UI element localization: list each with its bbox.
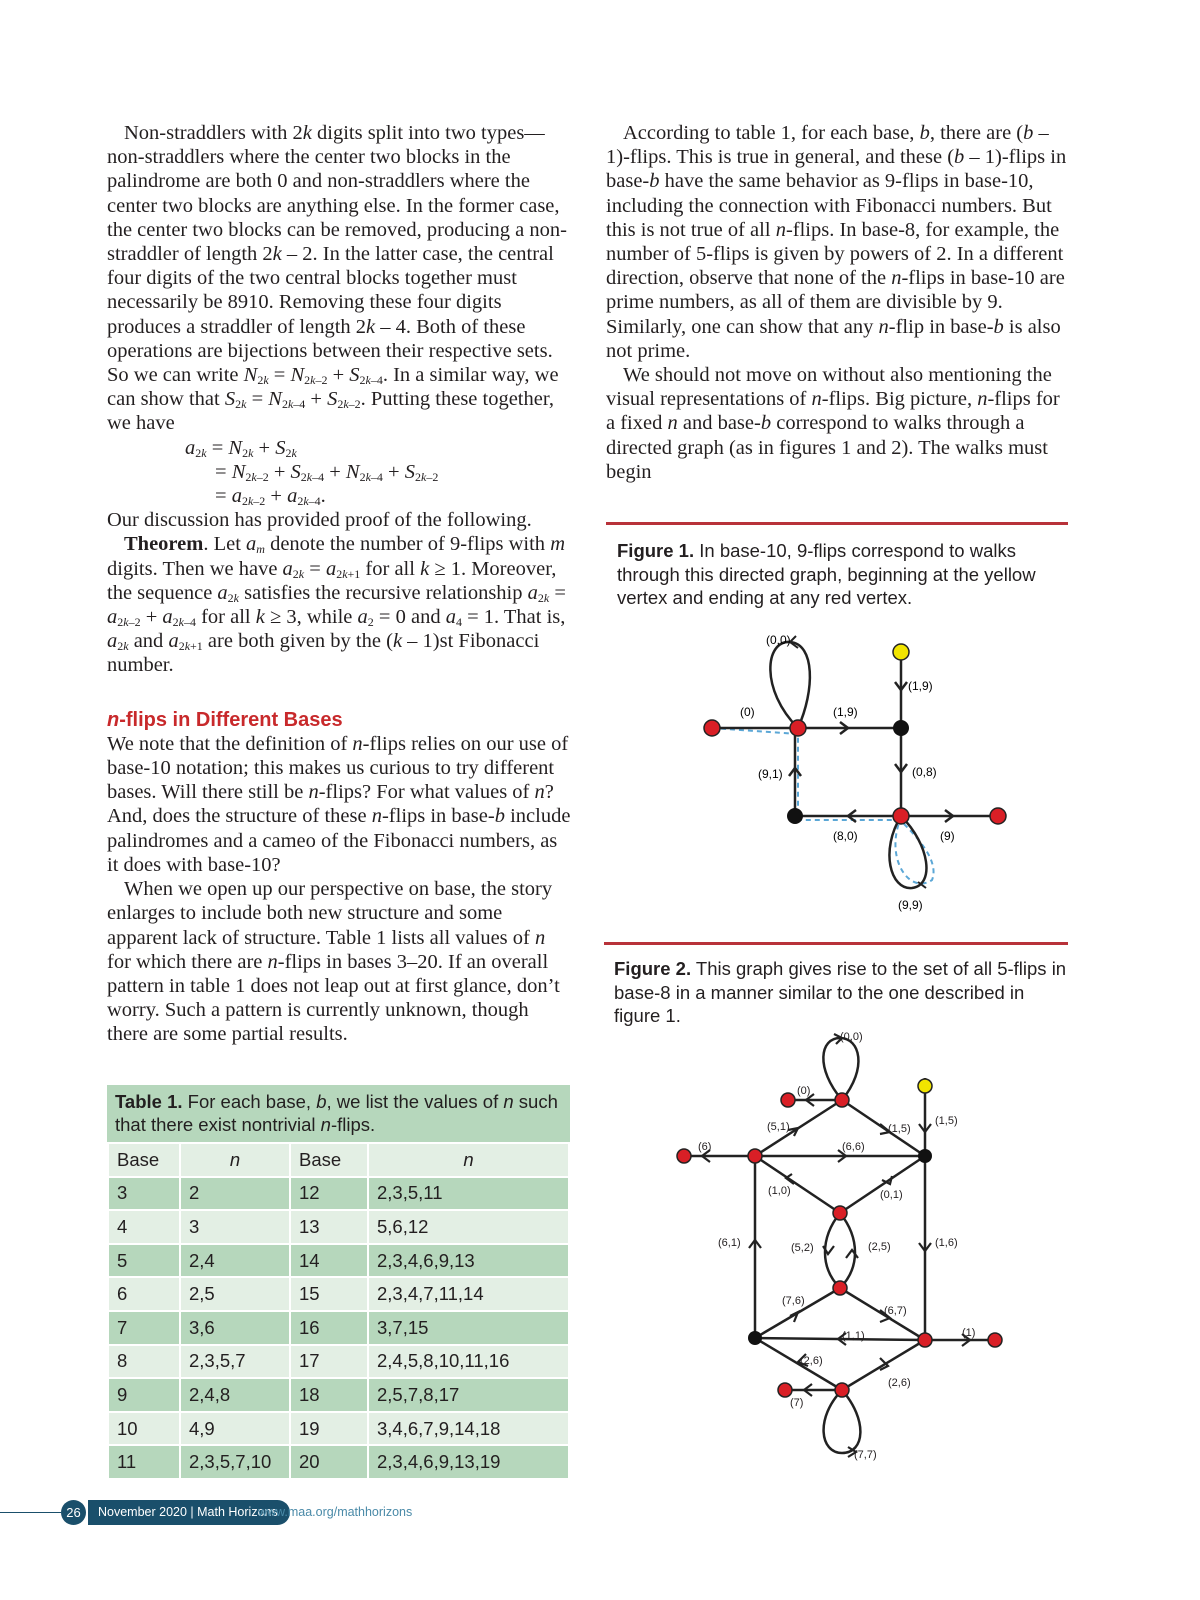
page-number: 26	[61, 1500, 86, 1525]
cell-base: 11	[108, 1445, 180, 1479]
table-grid	[107, 1142, 570, 1480]
equation-line-3: = $a_{2k-2} + a_{2k-4}$.	[215, 485, 326, 509]
vertex-red	[988, 1333, 1002, 1347]
cell-n-values: 2,3,5,11	[368, 1177, 569, 1211]
label-6-6: (6,6)	[842, 1141, 865, 1153]
edge-2-6-right	[842, 1340, 925, 1390]
equation-line-1: $a_{2k} = N_{2k} + S_{2k}$	[185, 436, 297, 460]
vertex-yellow-start	[918, 1079, 932, 1093]
edge-0-1	[840, 1156, 925, 1213]
label-1: (1)	[962, 1327, 976, 1339]
vertex-red	[833, 1206, 847, 1220]
vertex-red	[677, 1149, 691, 1163]
vertex-red	[781, 1093, 795, 1107]
cell-n-values: 2,4,8	[180, 1378, 290, 1412]
vertex-black	[918, 1149, 932, 1163]
label-1-9: (1,9)	[833, 705, 858, 719]
label-0-8: (0,8)	[912, 765, 937, 779]
label-2-6-left: (2,6)	[800, 1355, 823, 1367]
label-0: (0)	[740, 705, 755, 719]
vertex-red	[918, 1333, 932, 1347]
table-row	[108, 1210, 569, 1244]
label-8-0: (8,0)	[833, 829, 858, 843]
label-6-7: (6,7)	[884, 1305, 907, 1317]
label-0: (0)	[797, 1085, 811, 1097]
header-base: Base	[108, 1143, 180, 1177]
edge-2-6-left	[755, 1338, 842, 1390]
figure-1-caption: Figure 1. In base-10, 9-flips correspond to walks through this directed graph, beginning at the yellow vertex and ending at any red vertex.	[617, 540, 1036, 608]
cell-base: 19	[290, 1412, 368, 1446]
label-2-5: (2,5)	[868, 1241, 891, 1253]
cell-n-values: 5,6,12	[368, 1210, 569, 1244]
cell-base: 6	[108, 1277, 180, 1311]
vertex-red	[835, 1093, 849, 1107]
vertex-red	[704, 720, 720, 736]
label-9-1: (9,1)	[758, 767, 783, 781]
table-row	[108, 1244, 569, 1278]
loop-7-7	[824, 1390, 861, 1453]
cell-n-values: 2,5,7,8,17	[368, 1378, 569, 1412]
cell-n-values: 2,3,5,7,10	[180, 1445, 290, 1479]
table-1	[107, 1085, 570, 1480]
cell-n-values: 4,9	[180, 1412, 290, 1446]
cell-n-values: 3,6	[180, 1311, 290, 1345]
figure-2-graph	[670, 1028, 1020, 1463]
label-6-1: (6,1)	[718, 1237, 741, 1249]
label-1-1: (1,1)	[842, 1330, 865, 1342]
table-row	[108, 1412, 569, 1446]
cell-base: 14	[290, 1244, 368, 1278]
paragraph-discussion: Our discussion has provided proof of the following.	[107, 509, 532, 532]
paragraph-nonstraddlers: Non-straddlers with 2k digits split into two types—non-straddlers where the center two blocks in the palindrome are both 0 and non-straddlers where the center two blocks are anything else. In the former case, the center two blocks can be removed, producing a non-straddler of length 2k – 2. In the latter case, the central four digits of the two central blocks together must necessarily be 8910. Removing these four digits produces a straddler of length 2k – 4. Both of these operations are bijections between their respective sets. So we can write $N_{2k} = N_{2k-2} + S_{2k-4}$. In a similar way, we can show that $S_{2k} = N_{2k-4} + S_{2k-2}$. Putting these together, we have	[107, 122, 567, 435]
footer-issue: November 2020 | Math Horizons	[88, 1500, 290, 1525]
cell-base: 15	[290, 1277, 368, 1311]
cell-n-values: 3,7,15	[368, 1311, 569, 1345]
figure-2-caption: Figure 2. This graph gives rise to the set of all 5-flips in base-8 in a manner similar to the one described in figure 1.	[614, 958, 1067, 1026]
table-row	[108, 1177, 569, 1211]
cell-n-values: 2	[180, 1177, 290, 1211]
header-n: n	[180, 1143, 290, 1177]
table-row	[108, 1345, 569, 1379]
cell-base: 3	[108, 1177, 180, 1211]
label-7-6: (7,6)	[782, 1295, 805, 1307]
cell-base: 8	[108, 1345, 180, 1379]
cell-n-values: 2,3,5,7	[180, 1345, 290, 1379]
cell-n-values: 2,5	[180, 1277, 290, 1311]
cell-base: 20	[290, 1445, 368, 1479]
cell-n-values: 2,4,5,8,10,11,16	[368, 1345, 569, 1379]
cell-base: 18	[290, 1378, 368, 1412]
equation-line-2: = $N_{2k-2} + S_{2k-4} + N_{2k-4} + S_{2k-2}$	[215, 460, 439, 484]
table-row	[108, 1311, 569, 1345]
label-1-6: (1,6)	[935, 1237, 958, 1249]
cell-base: 5	[108, 1244, 180, 1278]
footer-url: www.maa.org/mathhorizons	[258, 1505, 413, 1519]
cell-base: 10	[108, 1412, 180, 1446]
vertex-red	[835, 1383, 849, 1397]
loop-0-0	[770, 642, 810, 728]
figure-1-graph	[690, 630, 1020, 920]
label-0-0: (0,0)	[766, 633, 791, 647]
theorem: Theorem. Let $a_m$ denote the number of 9-flips with m digits. Then we have $a_{2k} = a_{2k+1}$ for all k ≥ 1. Moreover, the sequence $a_{2k}$ satisfies the recursive relationship $a_{2k} = a_{2k-2} + a_{2k-4}$ for all k ≥ 3, while $a_2 = 0$ and $a_4 = 1$. That is, $a_{2k}$ and $a_{2k+1}$ are both given by the (k – 1)st Fibonacci number.	[107, 533, 566, 677]
table-caption: Table 1. For each base, b, we list the values of n such that there exist nontrivial n-flips.	[107, 1085, 570, 1142]
table-row	[108, 1378, 569, 1412]
figure-2	[604, 942, 1068, 1028]
edge-5-2	[825, 1213, 840, 1288]
label-6: (6)	[698, 1141, 712, 1153]
header-base: Base	[290, 1143, 368, 1177]
label-9: (9)	[940, 829, 955, 843]
vertex-black	[748, 1331, 762, 1345]
vertex-black	[893, 720, 909, 736]
label-5-2: (5,2)	[791, 1242, 814, 1254]
figure-1	[606, 522, 1068, 610]
label-1-0: (1,0)	[768, 1185, 791, 1197]
cell-n-values: 2,3,4,7,11,14	[368, 1277, 569, 1311]
paragraph-bases: We note that the definition of n-flips relies on our use of base-10 notation; this makes us curious to try different bases. Will there still be n-flips? For what values of n? And, does the structure of these n-flips in base-b include palindromes and a cameo of the Fibonacci numbers, as it does with base-10?	[107, 732, 571, 876]
loop-0-0	[823, 1038, 858, 1100]
label-1-9-vertical: (1,9)	[908, 679, 933, 693]
table-header-row	[108, 1143, 569, 1177]
left-column	[107, 121, 572, 1047]
header-n: n	[368, 1143, 569, 1177]
footer-line	[0, 1512, 61, 1513]
right-column	[606, 121, 1068, 484]
cell-base: 9	[108, 1378, 180, 1412]
cell-n-values: 2,3,4,6,9,13,19	[368, 1445, 569, 1479]
label-7-7: (7,7)	[854, 1449, 877, 1461]
cell-base: 12	[290, 1177, 368, 1211]
label-7: (7)	[790, 1397, 804, 1409]
label-9-9: (9,9)	[898, 898, 923, 912]
vertex-black	[787, 808, 803, 824]
cell-n-values: 3	[180, 1210, 290, 1244]
label-5-1: (5,1)	[767, 1121, 790, 1133]
label-1-5: (1,5)	[888, 1123, 911, 1135]
vertex-red	[790, 720, 806, 736]
vertex-red	[893, 808, 909, 824]
cell-n-values: 3,4,6,7,9,14,18	[368, 1412, 569, 1446]
cell-base: 13	[290, 1210, 368, 1244]
label-2-6-right: (2,6)	[888, 1377, 911, 1389]
cell-base: 16	[290, 1311, 368, 1345]
cell-n-values: 2,4	[180, 1244, 290, 1278]
label-0-1: (0,1)	[880, 1189, 903, 1201]
section-heading: n-flips in Different Bases	[107, 708, 343, 731]
table-row	[108, 1445, 569, 1479]
table-row	[108, 1277, 569, 1311]
paragraph-perspective: When we open up our perspective on base, the story enlarges to include both new structure and some apparent lack of structure. Table 1 lists all values of n for which there are n-flips in bases 3–20. If an overall pattern in table 1 does not leap out at first glance, don’t worry. Such a pattern is currently unknown, though there are some partial results.	[107, 878, 560, 1046]
vertex-red	[833, 1281, 847, 1295]
vertex-red	[748, 1149, 762, 1163]
vertex-yellow-start	[893, 644, 909, 660]
vertex-red	[990, 808, 1006, 824]
paragraph-according: According to table 1, for each base, b, there are (b – 1)-flips. This is true in general, and these (b – 1)-flips in base-b have the same behavior as 9-flips in base-10, including the connection with Fibonacci numbers. But this is not true of all n-flips. In base-8, for example, the number of 5-flips is given by powers of 2. In a different direction, observe that none of the n-flips in base-10 are prime numbers, as all of them are divisible by 9. Similarly, one can show that any n-flip in base-b is also not prime.	[606, 122, 1067, 362]
cell-base: 7	[108, 1311, 180, 1345]
label-1-5-right: (1,5)	[935, 1115, 958, 1127]
vertex-red	[778, 1383, 792, 1397]
paragraph-visual: We should not move on without also mentioning the visual representations of n-flips. Big picture, n-flips for a fixed n and base-b correspond to walks through a directed graph (as in figures 1 and 2). The walks must begin	[606, 364, 1060, 483]
cell-n-values: 2,3,4,6,9,13	[368, 1244, 569, 1278]
label-0-0: (0,0)	[840, 1031, 863, 1043]
cell-base: 17	[290, 1345, 368, 1379]
cell-base: 4	[108, 1210, 180, 1244]
